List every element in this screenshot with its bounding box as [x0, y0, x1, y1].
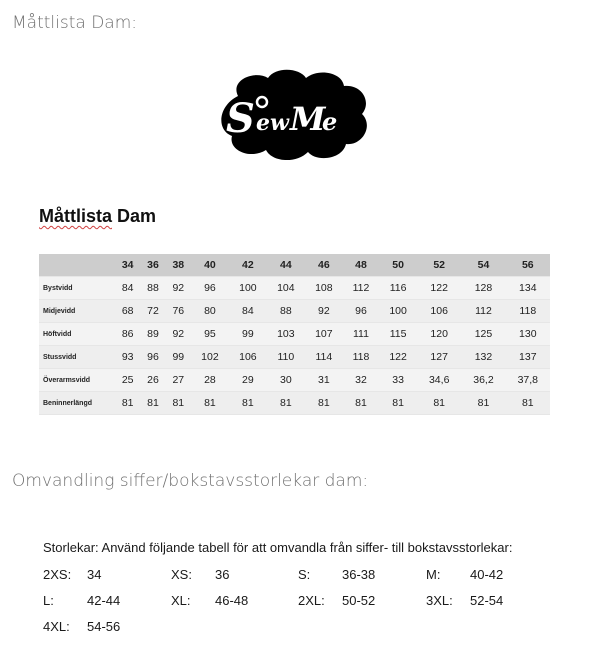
size-header-cell: 44 — [267, 254, 305, 277]
table-cell: 81 — [267, 392, 305, 415]
corner-cell — [39, 254, 115, 277]
conversion-intro: Storlekar: Använd följande tabell för att omvandla från siffer- till bokstavsstorlekar: — [43, 540, 513, 555]
conversion-pair — [298, 593, 376, 608]
table-cell: 137 — [506, 346, 550, 369]
table-cell: 122 — [379, 346, 417, 369]
size-header-cell: 40 — [191, 254, 229, 277]
table-cell: 96 — [140, 346, 165, 369]
table-cell: 99 — [166, 346, 191, 369]
conversion-list — [43, 540, 583, 645]
row-label: Höftvidd — [39, 323, 115, 346]
table-cell: 81 — [506, 392, 550, 415]
table-cell: 130 — [506, 323, 550, 346]
sewme-logo — [216, 66, 374, 164]
table-cell: 118 — [506, 300, 550, 323]
row-label: Beninnerlängd — [39, 392, 115, 415]
table-cell: 72 — [140, 300, 165, 323]
table-cell: 125 — [461, 323, 505, 346]
table-cell: 88 — [140, 277, 165, 300]
chart-title — [39, 206, 156, 227]
table-cell: 32 — [343, 369, 379, 392]
chart-title-suffix: Dam — [112, 206, 157, 226]
table-row — [39, 369, 550, 392]
row-label: Bystvidd — [39, 277, 115, 300]
conversion-pair — [298, 567, 376, 582]
size-header-cell: 50 — [379, 254, 417, 277]
table-cell: 100 — [379, 300, 417, 323]
conversion-pair — [43, 593, 121, 608]
table-cell: 116 — [379, 277, 417, 300]
conversion-pair — [171, 567, 230, 582]
row-label: Stussvidd — [39, 346, 115, 369]
size-header-cell: 52 — [417, 254, 461, 277]
conversion-heading: Omvandling siffer/bokstavsstorlekar dam: — [12, 471, 369, 491]
table-cell: 89 — [140, 323, 165, 346]
table-cell: 111 — [343, 323, 379, 346]
table-cell: 34,6 — [417, 369, 461, 392]
size-header-row — [39, 254, 550, 277]
table-cell: 110 — [267, 346, 305, 369]
table-cell: 88 — [267, 300, 305, 323]
number-size: 34 — [87, 567, 102, 582]
size-header-cell: 56 — [506, 254, 550, 277]
table-cell: 81 — [417, 392, 461, 415]
table-cell: 122 — [417, 277, 461, 300]
conversion-pair — [43, 619, 121, 634]
table-cell: 99 — [229, 323, 267, 346]
size-header-cell: 38 — [166, 254, 191, 277]
table-cell: 106 — [417, 300, 461, 323]
table-cell: 86 — [115, 323, 140, 346]
table-cell: 84 — [115, 277, 140, 300]
letter-size: 2XS: — [43, 567, 72, 582]
table-cell: 31 — [305, 369, 343, 392]
number-size: 36-38 — [342, 567, 376, 582]
table-cell: 134 — [506, 277, 550, 300]
chart-title-word: Måttlista — [39, 206, 113, 226]
table-cell: 118 — [343, 346, 379, 369]
table-cell: 81 — [379, 392, 417, 415]
size-header-cell: 34 — [115, 254, 140, 277]
table-cell: 76 — [166, 300, 191, 323]
table-cell: 128 — [461, 277, 505, 300]
svg-text:ew: ew — [256, 110, 289, 136]
conversion-pair — [426, 593, 504, 608]
table-cell: 80 — [191, 300, 229, 323]
number-size: 36 — [215, 567, 230, 582]
table-cell: 33 — [379, 369, 417, 392]
table-cell: 27 — [166, 369, 191, 392]
size-header-cell: 48 — [343, 254, 379, 277]
size-chart-heading: Måttlista Dam: — [12, 13, 138, 33]
conversion-row — [43, 619, 583, 645]
row-label: Midjevidd — [39, 300, 115, 323]
size-header-cell: 36 — [140, 254, 165, 277]
conversion-row — [43, 567, 583, 593]
size-header-cell: 54 — [461, 254, 505, 277]
table-cell: 95 — [191, 323, 229, 346]
conversion-pair — [43, 567, 102, 582]
table-cell: 132 — [461, 346, 505, 369]
table-cell: 81 — [191, 392, 229, 415]
table-row — [39, 300, 550, 323]
conversion-pair — [426, 567, 504, 582]
table-cell: 81 — [305, 392, 343, 415]
table-cell: 92 — [305, 300, 343, 323]
size-table-body — [39, 277, 550, 415]
table-cell: 96 — [343, 300, 379, 323]
table-cell: 81 — [229, 392, 267, 415]
table-cell: 25 — [115, 369, 140, 392]
table-cell: 29 — [229, 369, 267, 392]
table-cell: 102 — [191, 346, 229, 369]
letter-size: 3XL: — [426, 593, 453, 608]
table-cell: 107 — [305, 323, 343, 346]
table-cell: 112 — [461, 300, 505, 323]
letter-size: 4XL: — [43, 619, 70, 634]
table-cell: 96 — [191, 277, 229, 300]
table-cell: 36,2 — [461, 369, 505, 392]
svg-text:S: S — [226, 95, 255, 142]
size-header-cell: 46 — [305, 254, 343, 277]
table-cell: 104 — [267, 277, 305, 300]
table-row — [39, 392, 550, 415]
table-cell: 112 — [343, 277, 379, 300]
table-cell: 81 — [115, 392, 140, 415]
table-row — [39, 346, 550, 369]
table-cell: 28 — [191, 369, 229, 392]
number-size: 52-54 — [470, 593, 504, 608]
number-size: 50-52 — [342, 593, 376, 608]
number-size: 42-44 — [87, 593, 121, 608]
svg-text:M: M — [290, 100, 326, 138]
letter-size: M: — [426, 567, 441, 582]
table-cell: 81 — [140, 392, 165, 415]
table-cell: 37,8 — [506, 369, 550, 392]
table-cell: 108 — [305, 277, 343, 300]
conversion-rows — [43, 567, 583, 645]
letter-size: L: — [43, 593, 54, 608]
table-cell: 93 — [115, 346, 140, 369]
table-cell: 100 — [229, 277, 267, 300]
table-cell: 81 — [343, 392, 379, 415]
table-cell: 106 — [229, 346, 267, 369]
table-cell: 92 — [166, 323, 191, 346]
letter-size: 2XL: — [298, 593, 325, 608]
conversion-row — [43, 593, 583, 619]
table-cell: 81 — [461, 392, 505, 415]
size-header-cell: 42 — [229, 254, 267, 277]
svg-text:e: e — [322, 107, 338, 136]
conversion-pair — [171, 593, 249, 608]
table-cell: 92 — [166, 277, 191, 300]
table-row — [39, 277, 550, 300]
letter-size: XL: — [171, 593, 191, 608]
table-row — [39, 323, 550, 346]
table-cell: 127 — [417, 346, 461, 369]
letter-size: XS: — [171, 567, 192, 582]
size-table — [39, 254, 550, 415]
number-size: 40-42 — [470, 567, 504, 582]
table-cell: 114 — [305, 346, 343, 369]
number-size: 46-48 — [215, 593, 249, 608]
table-cell: 81 — [166, 392, 191, 415]
number-size: 54-56 — [87, 619, 121, 634]
table-cell: 84 — [229, 300, 267, 323]
table-cell: 30 — [267, 369, 305, 392]
row-label: Överarmsvidd — [39, 369, 115, 392]
table-cell: 26 — [140, 369, 165, 392]
letter-size: S: — [298, 567, 311, 582]
table-cell: 103 — [267, 323, 305, 346]
table-cell: 115 — [379, 323, 417, 346]
table-cell: 68 — [115, 300, 140, 323]
table-cell: 120 — [417, 323, 461, 346]
